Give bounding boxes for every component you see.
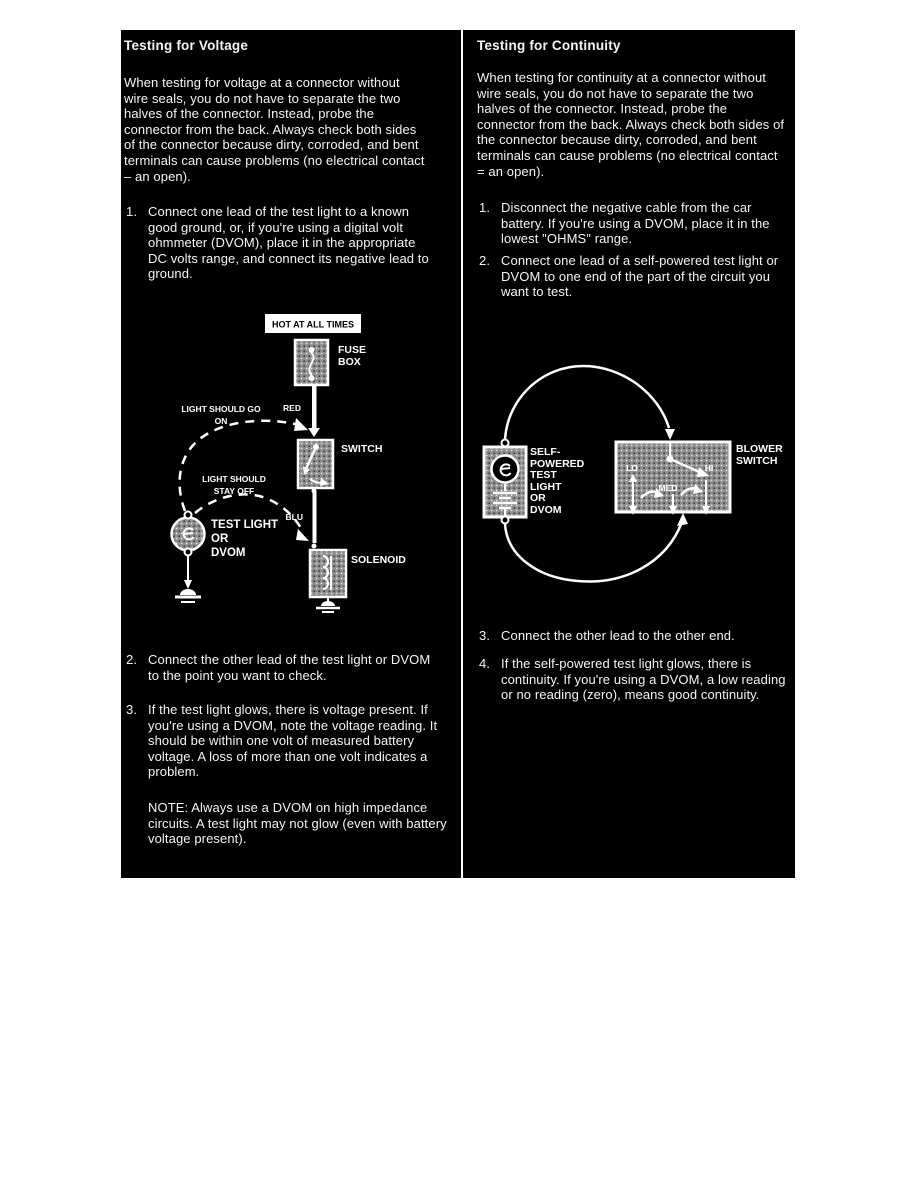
fuse-box-icon (295, 340, 328, 385)
device-label-line4: LIGHT (530, 481, 562, 493)
continuity-test-diagram (473, 352, 793, 592)
step-text: Connect one lead of a self-powered test light or DVOM to one end of the part of the circuit you want to test. (501, 253, 779, 300)
loop-wire-bottom (505, 513, 688, 581)
switch-icon (298, 440, 333, 488)
blower-switch-label-line2: SWITCH (736, 455, 778, 467)
test-light-label-line2: OR (211, 533, 229, 545)
step-number: 3. (126, 702, 138, 717)
blower-lo-label: LO (626, 463, 638, 473)
device-label-line5: OR (530, 492, 546, 504)
step-number: 3. (479, 628, 491, 643)
blu-wire-label: BLU (285, 512, 303, 522)
loop-wire-top (505, 366, 675, 440)
self-powered-test-light-icon (484, 440, 526, 524)
light-go-on-label-line2: ON (214, 416, 228, 426)
step-number: 2. (126, 652, 138, 667)
light-stay-off-label-line2: STAY OFF (213, 486, 255, 496)
light-go-on-dashed-arrow (180, 418, 308, 511)
manual-black-panel (121, 30, 795, 878)
device-label-line3: TEST (530, 469, 557, 481)
device-label-line2: POWERED (530, 458, 585, 470)
blower-med-label: MED (658, 483, 678, 493)
voltage-intro-paragraph: When testing for voltage at a connector without wire seals, you do not have to separate the two halves of the connector. Instead, probe the connector from the back. Always check both sides of the connector because dirty, corroded, and bent terminals can cause problems (no electrical contact – an open). (124, 75, 425, 184)
step-text: If the test light glows, there is voltage present. If you're using a DVOM, note the voltage reading. It should be within one volt of measured battery voltage. A loss of more than one volt indicates a problem. (148, 702, 438, 780)
fuse-box-label-line1: FUSE (338, 344, 367, 356)
column-divider-line (461, 30, 463, 878)
continuity-step-3 (479, 628, 791, 644)
solenoid-ground-icon (316, 597, 340, 612)
device-label-line1: SELF- (530, 446, 561, 458)
blower-hi-label: HI (704, 463, 714, 473)
test-light-icon (172, 512, 205, 556)
blower-switch-label-line1: BLOWER (736, 443, 783, 455)
step-text: If the self-powered test light glows, there is continuity. If you're using a DVOM, a low reading or no reading (zero), means good continuity. (501, 656, 786, 703)
light-stay-off-label-line1: LIGHT SHOULD (202, 474, 266, 484)
voltage-step-2 (126, 652, 438, 683)
red-wire-label: RED (283, 403, 301, 413)
solenoid-label: SOLENOID (351, 554, 406, 566)
blu-wire (312, 489, 317, 549)
test-light-label-line1: TEST LIGHT (211, 519, 279, 531)
solenoid-icon (310, 550, 346, 597)
test-light-label-line3: DVOM (211, 547, 246, 559)
continuity-step-2 (479, 253, 791, 300)
step-number: 1. (126, 204, 138, 219)
step-text: Connect one lead of the test light to a known good ground, or, if you're using a digital volt ohmmeter (DVOM), place it in the appropriate DC volts range, and connect its negative lead to ground. (148, 204, 429, 282)
test-light-ground-icon (175, 556, 201, 602)
step-text: Connect the other lead to the other end. (501, 628, 735, 643)
continuity-section-title: Testing for Continuity (477, 38, 621, 53)
light-go-on-label-line1: LIGHT SHOULD GO (181, 404, 261, 414)
hot-at-all-times-box (265, 314, 361, 333)
continuity-step-4 (479, 656, 791, 703)
step-number: 1. (479, 200, 491, 215)
voltage-section-title: Testing for Voltage (124, 38, 249, 53)
switch-label: SWITCH (341, 443, 383, 455)
step-text: Connect the other lead of the test light or DVOM to the point you want to check. (148, 652, 431, 683)
blower-switch-icon (616, 442, 730, 515)
voltage-test-diagram (153, 300, 463, 620)
voltage-step-3 (126, 702, 438, 780)
voltage-note-paragraph: NOTE: Always use a DVOM on high impedance circuits. A test light may not glow (even with battery voltage present). (148, 800, 447, 847)
red-wire (308, 385, 320, 437)
hot-at-all-times-label: HOT AT ALL TIMES (272, 319, 354, 330)
step-number: 2. (479, 253, 491, 268)
step-number: 4. (479, 656, 491, 671)
continuity-step-1 (479, 200, 791, 247)
fuse-box-label-line2: BOX (338, 356, 361, 368)
device-label-line6: DVOM (530, 504, 562, 516)
continuity-intro-paragraph: When testing for continuity at a connector without wire seals, you do not have to separate the two halves of the connector. Instead, probe the connector from the back. Always check both sides of the connector because dirty, corroded, and bent terminals can cause problems (no electrical contact = an open). (477, 70, 785, 179)
voltage-step-1 (126, 204, 438, 282)
step-text: Disconnect the negative cable from the car battery. If you're using a DVOM, place it in the lowest "OHMS" range. (501, 200, 770, 247)
